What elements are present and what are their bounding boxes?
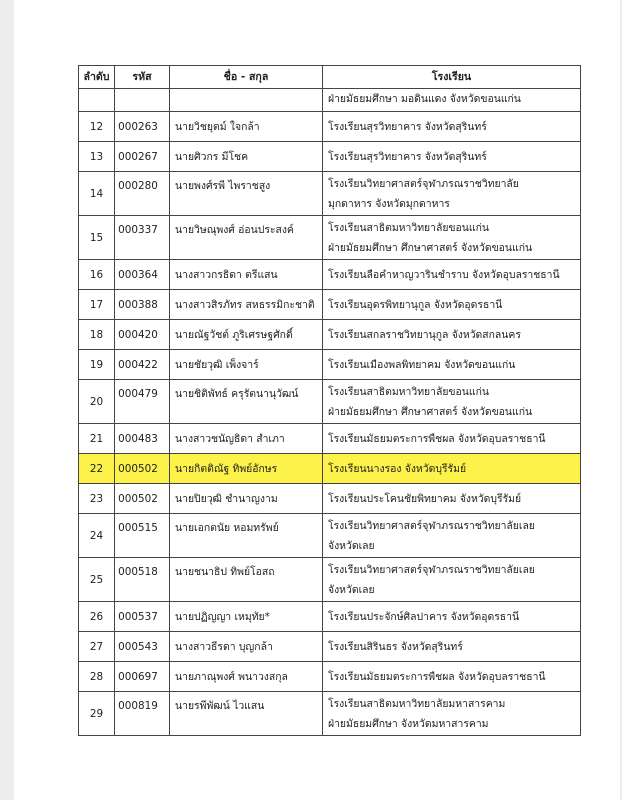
school-line: โรงเรียนสกลราชวิทยานุกูล จังหวัดสกลนคร (328, 328, 521, 341)
table-row (79, 484, 581, 514)
cell-school (323, 662, 581, 692)
cell-order: 18 (79, 320, 115, 350)
cell-code: 000518 (115, 558, 170, 602)
cell-name: นางสาวกรธิดา ตรีแสน (170, 260, 323, 290)
cell-name: นายปิยวุฒิ ชำนาญงาม (170, 484, 323, 514)
cell-school: ฝ่ายมัธยมศึกษา มอดินแดง จังหวัดขอนแก่น (323, 89, 581, 112)
cell-code: 000502 (115, 484, 170, 514)
cell-name: นายศิวกร มีโชค (170, 142, 323, 172)
table-row (79, 112, 581, 142)
cell-order: 27 (79, 632, 115, 662)
cell-school (323, 424, 581, 454)
student-table (78, 65, 581, 736)
cell-order: 17 (79, 290, 115, 320)
school-line: โรงเรียนสุรวิทยาคาร จังหวัดสุรินทร์ (328, 150, 487, 163)
cell-code: 000388 (115, 290, 170, 320)
cell-order: 23 (79, 484, 115, 514)
cell-name: นายชิติพัทธ์ ครุรัตนานุวัฒน์ (170, 380, 323, 424)
table-row (79, 320, 581, 350)
cell-school (323, 632, 581, 662)
cell-school (323, 216, 581, 260)
table-row (79, 632, 581, 662)
cell-name: นางสาวชนัญธิดา สำเภา (170, 424, 323, 454)
table-row (79, 558, 581, 602)
cell-name: นายพงศ์รพี ไพราชสูง (170, 172, 323, 216)
cell-school (323, 602, 581, 632)
table-row (79, 142, 581, 172)
cell-code: 000267 (115, 142, 170, 172)
cell-order: 12 (79, 112, 115, 142)
table-row (79, 290, 581, 320)
cell-code (115, 89, 170, 112)
cell-school (323, 260, 581, 290)
school-line: โรงเรียนสิรินธร จังหวัดสุรินทร์ (328, 640, 463, 653)
table-row (79, 172, 581, 216)
cell-name (170, 89, 323, 112)
school-line: โรงเรียนมัธยมตระการพืชผล จังหวัดอุบลราชธานี (328, 432, 546, 445)
cell-order: 16 (79, 260, 115, 290)
table-row (79, 350, 581, 380)
cell-school (323, 172, 581, 216)
cell-name: นายรพีพัฒน์ ไวแสน (170, 692, 323, 736)
school-line: โรงเรียนสาธิตมหาวิทยาลัยขอนแก่น (328, 385, 489, 398)
cell-order: 28 (79, 662, 115, 692)
cell-code: 000337 (115, 216, 170, 260)
cell-code: 000819 (115, 692, 170, 736)
cell-name: นายณัฐวัชต์ ภูริเศรษฐศักดิ์ (170, 320, 323, 350)
school-line: โรงเรียนประโคนชัยพิทยาคม จังหวัดบุรีรัมย์ (328, 492, 522, 505)
school-line: โรงเรียนเมืองพลพิทยาคม จังหวัดขอนแก่น (328, 358, 516, 371)
cell-school (323, 290, 581, 320)
cell-code: 000479 (115, 380, 170, 424)
cell-school (323, 112, 581, 142)
cell-code: 000543 (115, 632, 170, 662)
table-row-continuation (79, 89, 581, 112)
cell-order (79, 89, 115, 112)
school-line: โรงเรียนวิทยาศาสตร์จุฬาภรณราชวิทยาลัย (328, 177, 519, 190)
cell-order: 22 (79, 454, 115, 484)
school-line: ฝ่ายมัธยมศึกษา จังหวัดมหาสารคาม (328, 717, 489, 730)
cell-code: 000502 (115, 454, 170, 484)
cell-code: 000263 (115, 112, 170, 142)
school-line: จังหวัดเลย (328, 583, 375, 596)
column-header-school: โรงเรียน (323, 66, 581, 89)
document-page (14, 0, 620, 800)
cell-order: 21 (79, 424, 115, 454)
cell-school (323, 454, 581, 484)
school-line: มุกดาหาร จังหวัดมุกดาหาร (328, 197, 450, 210)
cell-code: 000422 (115, 350, 170, 380)
cell-code: 000515 (115, 514, 170, 558)
school-line: โรงเรียนวิทยาศาสตร์จุฬาภรณราชวิทยาลัยเลย (328, 519, 535, 532)
cell-order: 26 (79, 602, 115, 632)
school-line: โรงเรียนลือคำหาญวารินชำราบ จังหวัดอุบลราชธานี (328, 268, 560, 281)
school-line: ฝ่ายมัธยมศึกษา ศึกษาศาสตร์ จังหวัดขอนแก่น (328, 241, 533, 254)
cell-order: 20 (79, 380, 115, 424)
table-row (79, 602, 581, 632)
cell-name: นางสาวสิรภัทร สหธรรมิกะชาติ (170, 290, 323, 320)
cell-name: นายกิตติณัฐ ทิพย์อักษร (170, 454, 323, 484)
cell-order: 14 (79, 172, 115, 216)
table-row (79, 662, 581, 692)
school-line: ฝ่ายมัธยมศึกษา ศึกษาศาสตร์ จังหวัดขอนแก่น (328, 405, 533, 418)
table-row-highlighted (79, 454, 581, 484)
cell-order: 24 (79, 514, 115, 558)
table-header-row (79, 66, 581, 89)
school-line: โรงเรียนนางรอง จังหวัดบุรีรัมย์ (328, 459, 576, 479)
cell-name: นางสาวธีรดา บุญกล้า (170, 632, 323, 662)
column-header-order: ลำดับ (79, 66, 115, 89)
column-header-code: รหัส (115, 66, 170, 89)
cell-code: 000420 (115, 320, 170, 350)
cell-name: นายเอกตนัย หอมทรัพย์ (170, 514, 323, 558)
table-row (79, 260, 581, 290)
cell-code: 000364 (115, 260, 170, 290)
cell-name: นายวิษณุพงศ์ อ่อนประสงค์ (170, 216, 323, 260)
cell-school (323, 558, 581, 602)
table-row (79, 216, 581, 260)
cell-school (323, 380, 581, 424)
cell-order: 13 (79, 142, 115, 172)
school-line: โรงเรียนประจักษ์ศิลปาคาร จังหวัดอุดรธานี (328, 610, 520, 623)
school-line: โรงเรียนอุดรพิทยานุกูล จังหวัดอุดรธานี (328, 298, 503, 311)
school-line: โรงเรียนสุรวิทยาคาร จังหวัดสุรินทร์ (328, 120, 487, 133)
table-row (79, 424, 581, 454)
cell-school (323, 484, 581, 514)
school-line: โรงเรียนวิทยาศาสตร์จุฬาภรณราชวิทยาลัยเลย (328, 563, 535, 576)
cell-name: นายภาณุพงศ์ พนาวงสกุล (170, 662, 323, 692)
cell-code: 000697 (115, 662, 170, 692)
cell-code: 000483 (115, 424, 170, 454)
school-line: โรงเรียนสาธิตมหาวิทยาลัยขอนแก่น (328, 221, 489, 234)
cell-order: 19 (79, 350, 115, 380)
school-line: จังหวัดเลย (328, 539, 375, 552)
cell-name: นายชัยวุฒิ เพ็งจาร์ (170, 350, 323, 380)
school-line: โรงเรียนมัธยมตระการพืชผล จังหวัดอุบลราชธานี (328, 670, 546, 683)
school-line: โรงเรียนสาธิตมหาวิทยาลัยมหาสารคาม (328, 697, 506, 710)
cell-school (323, 514, 581, 558)
cell-code: 000537 (115, 602, 170, 632)
table-row (79, 514, 581, 558)
cell-name: นายชนาธิป ทิพย์โอสถ (170, 558, 323, 602)
cell-name: นายปฏิญญา เหมุทัย* (170, 602, 323, 632)
cell-order: 25 (79, 558, 115, 602)
cell-order: 29 (79, 692, 115, 736)
cell-code: 000280 (115, 172, 170, 216)
cell-name: นายวิชยุตม์ ใจกล้า (170, 112, 323, 142)
table-row (79, 380, 581, 424)
cell-order: 15 (79, 216, 115, 260)
cell-school (323, 320, 581, 350)
column-header-name: ชื่อ - สกุล (170, 66, 323, 89)
cell-school (323, 692, 581, 736)
cell-school (323, 142, 581, 172)
table-row (79, 692, 581, 736)
table-body (79, 89, 581, 736)
cell-school (323, 350, 581, 380)
